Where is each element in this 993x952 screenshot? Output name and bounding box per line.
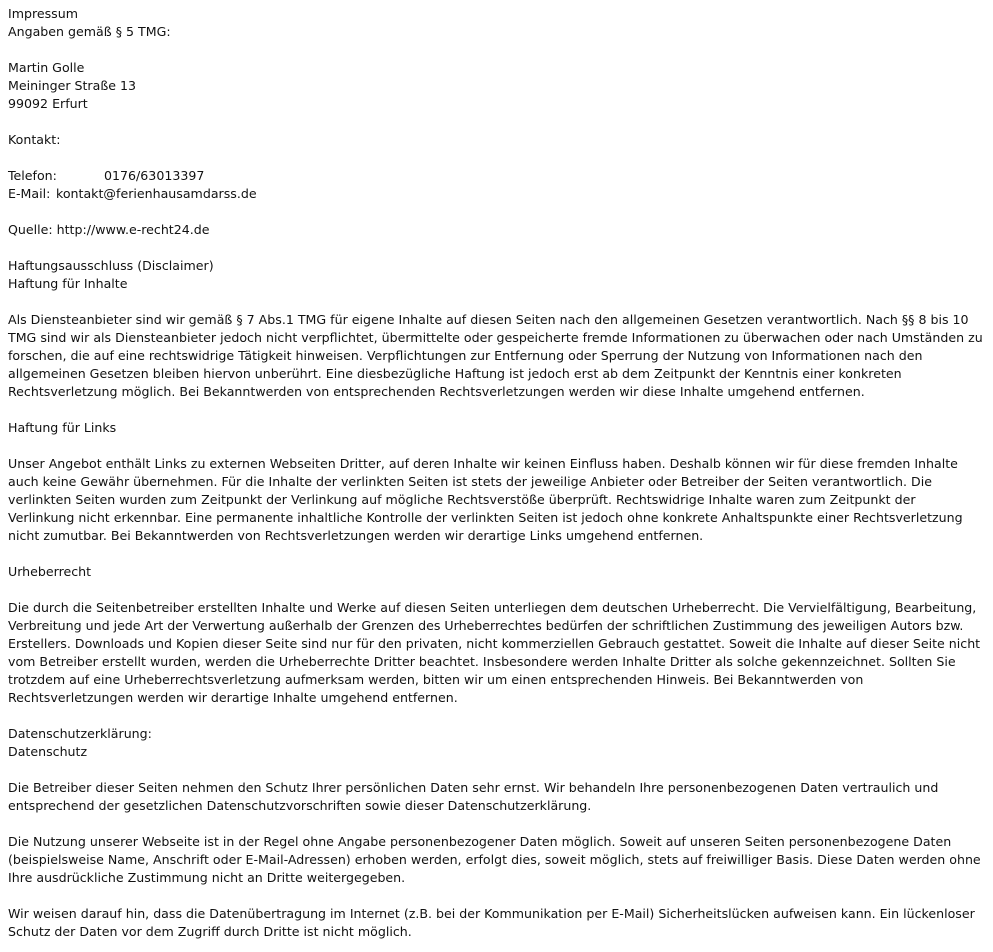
source-line: Quelle: http://www.e-recht24.de <box>8 222 210 237</box>
spacer <box>8 707 983 725</box>
spacer <box>8 581 983 599</box>
spacer <box>8 113 983 131</box>
owner-name: Martin Golle <box>8 60 85 75</box>
email-label: E-Mail: <box>8 186 51 201</box>
links-liability-text: Unser Angebot enthält Links zu externen Webseiten Dritter, auf deren Inhalte wir keinen Einfluss haben. Deshalb können wir für diese fremden Inhalte auch keine Gewähr übernehmen. Für die Inhalte der verlinkten Seiten ist stets der jeweilige Anbieter oder Betreiber der Seiten verantwortlich. Die verlinkten Seiten wurden zum Zeitpunkt der Verlinkung auf mögliche Rechtsverstöße überprüft. Rechtswidrige Inhalte waren zum Zeitpunkt der Verlinkung nicht erkennbar. Eine permanente inhaltliche Kontrolle der verlinkten Seiten ist jedoch ohne konkrete Anhaltspunkte einer Rechtsverletzung nicht zumutbar. Bei Bekanntwerden von Rechtsverletzungen werden wir derartige Links umgehend entfernen. <box>8 456 963 543</box>
spacer <box>8 149 983 167</box>
spacer <box>8 887 983 905</box>
tmg-reference: Angaben gemäß § 5 TMG: <box>8 24 171 39</box>
privacy-paragraph-3: Wir weisen darauf hin, dass die Datenübertragung im Internet (z.B. bei der Kommunikation per E-Mail) Sicherheitslücken aufweisen kann. Ein lückenloser Schutz der Daten vor dem Zugriff durch Dritte ist nicht möglich. <box>8 906 975 939</box>
phone-value: 0176/63013397 <box>104 168 205 183</box>
copyright-heading: Urheberrecht <box>8 564 92 579</box>
spacer <box>8 815 983 833</box>
imprint-document <box>8 5 983 941</box>
spacer <box>8 437 983 455</box>
content-liability-text: Als Diensteanbieter sind wir gemäß § 7 Abs.1 TMG für eigene Inhalte auf diesen Seiten nach den allgemeinen Gesetzen verantwortlich. Nach §§ 8 bis 10 TMG sind wir als Diensteanbieter jedoch nicht verpflichtet, übermittelte oder gespeicherte fremde Informationen zu überwachen oder nach Umständen zu forschen, die auf eine rechtswidrige Tätigkeit hinweisen. Verpflichtungen zur Entfernung oder Sperrung der Nutzung von Informationen nach den allgemeinen Gesetzen bleiben hiervon unberührt. Eine diesbezügliche Haftung ist jedoch erst ab dem Zeitpunkt der Kenntnis einer konkreten Rechtsverletzung möglich. Bei Bekanntwerden von entsprechenden Rechtsverletzungen werden wir diese Inhalte umgehend entfernen. <box>8 312 983 399</box>
spacer <box>8 203 983 221</box>
phone-label: Telefon: <box>8 168 57 183</box>
spacer <box>8 545 983 563</box>
spacer <box>8 293 983 311</box>
disclaimer-heading: Haftungsausschluss (Disclaimer) <box>8 258 214 273</box>
spacer <box>8 761 983 779</box>
phone-row <box>8 167 983 185</box>
email-row <box>8 185 983 203</box>
privacy-subheading: Datenschutz <box>8 744 88 759</box>
links-liability-heading: Haftung für Links <box>8 420 117 435</box>
email-value: kontakt@ferienhausamdarss.de <box>56 186 257 201</box>
spacer <box>8 41 983 59</box>
copyright-text: Die durch die Seitenbetreiber erstellten Inhalte und Werke auf diesen Seiten unterliegen dem deutschen Urheberrecht. Die Vervielfältigung, Bearbeitung, Verbreitung und jede Art der Verwertung außerhalb der Grenzen des Urheberrechtes bedürfen der schriftlichen Zustimmung des jeweiligen Autors bzw. Erstellers. Downloads und Kopien dieser Seite sind nur für den privaten, nicht kommerziellen Gebrauch gestattet. Soweit die Inhalte auf dieser Seite nicht vom Betreiber erstellt wurden, werden die Urheberrechte Dritter beachtet. Insbesondere werden Inhalte Dritter als solche gekennzeichnet. Sollten Sie trotzdem auf eine Urheberrechtsverletzung aufmerksam werden, bitten wir um einen entsprechenden Hinweis. Bei Bekanntwerden von Rechtsverletzungen werden wir derartige Inhalte umgehend entfernen. <box>8 600 981 705</box>
contact-heading: Kontakt: <box>8 132 61 147</box>
privacy-paragraph-1: Die Betreiber dieser Seiten nehmen den Schutz Ihrer persönlichen Daten sehr ernst. Wir behandeln Ihre personenbezogenen Daten vertraulich und entsprechend der gesetzlichen Datenschutzvorschriften sowie dieser Datenschutzerklärung. <box>8 780 939 813</box>
content-liability-heading: Haftung für Inhalte <box>8 276 128 291</box>
imprint-title: Impressum <box>8 6 78 21</box>
owner-city: 99092 Erfurt <box>8 96 88 111</box>
privacy-heading: Datenschutzerklärung: <box>8 726 152 741</box>
owner-street: Meininger Straße 13 <box>8 78 137 93</box>
spacer <box>8 239 983 257</box>
spacer <box>8 401 983 419</box>
privacy-paragraph-2: Die Nutzung unserer Webseite ist in der Regel ohne Angabe personenbezogener Daten möglich. Soweit auf unseren Seiten personenbezogene Daten (beispielsweise Name, Anschrift oder E-Mail-Adressen) erhoben werden, erfolgt dies, soweit möglich, stets auf freiwilliger Basis. Diese Daten werden ohne Ihre ausdrückliche Zustimmung nicht an Dritte weitergegeben. <box>8 834 981 885</box>
